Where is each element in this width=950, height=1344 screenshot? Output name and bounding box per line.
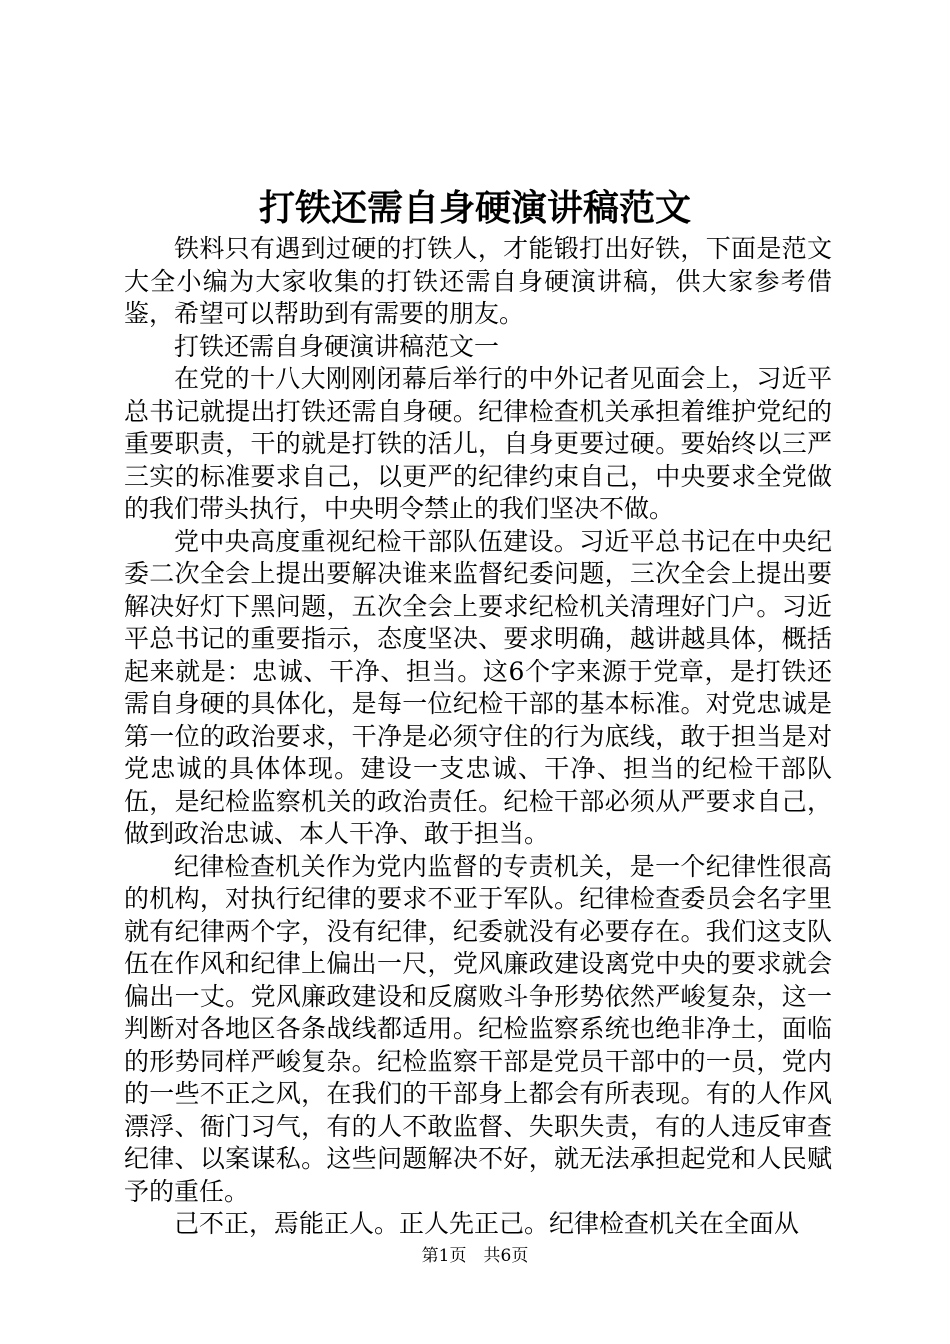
paragraph-2: 党中央高度重视纪检干部队伍建设。习近平总书记在中央纪委二次全会上提出要解决谁来监督纪委问题，三次全会上提出要解决好灯下黑问题，五次全会上要求纪检机关清理好门户。习近平总书记的重要指示，态度坚决、要求明确，越讲越具体，概括起来就是：忠诚、干净、担当。这6个字来源于党章，是打铁还需自身硬的具体化，是每一位纪检干部的基本标准。对党忠诚是第一位的政治要求，干净是必须守住的行为底线，敢于担当是对党忠诚的具体体现。建设一支忠诚、干净、担当的纪检干部队伍，是纪检监察机关的政治责任。纪检干部必须从严要求自己，做到政治忠诚、本人干净、敢于担当。 xyxy=(124,526,832,848)
page-total: 共6页 xyxy=(483,1246,529,1266)
document-title: 打铁还需自身硬演讲稿范文 xyxy=(258,187,691,229)
page-footer xyxy=(0,1244,950,1268)
document-body xyxy=(124,233,832,1241)
paragraph-1: 在党的十八大刚刚闭幕后举行的中外记者见面会上，习近平总书记就提出打铁还需自身硬。纪律检查机关承担着维护党纪的重要职责，干的就是打铁的活儿，自身更要过硬。要始终以三严三实的标准要求自己，以更严的纪律约束自己，中央要求全党做的我们带头执行，中央明令禁止的我们坚决不做。 xyxy=(124,364,832,523)
page-number: 第1页 xyxy=(421,1246,467,1266)
paragraph-subheading: 打铁还需自身硬演讲稿范文一 xyxy=(174,331,500,361)
paragraph-intro: 铁料只有遇到过硬的打铁人，才能锻打出好铁，下面是范文大全小编为大家收集的打铁还需自身硬演讲稿，供大家参考借鉴，希望可以帮助到有需要的朋友。 xyxy=(124,234,832,328)
paragraph-4: 己不正，焉能正人。正人先正己。纪律检查机关在全面从 xyxy=(174,1209,800,1238)
paragraph-3: 纪律检查机关作为党内监督的专责机关，是一个纪律性很高的机构，对执行纪律的要求不亚于军队。纪律检查委员会名字里就有纪律两个字，没有纪律，纪委就没有必要存在。我们这支队伍在作风和纪律上偏出一尺，党风廉政建设离党中央的要求就会偏出一丈。党风廉政建设和反腐败斗争形势依然严峻复杂，这一判断对各地区各条战线都适用。纪检监察系统也绝非净土，面临的形势同样严峻复杂。纪检监察干部是党员干部中的一员，党内的一些不正之风，在我们的干部身上都会有所表现。有的人作风漂浮、衙门习气，有的人不敢监督、失职失责，有的人违反审查纪律、以案谋私。这些问题解决不好，就无法承担起党和人民赋予的重任。 xyxy=(124,851,832,1206)
